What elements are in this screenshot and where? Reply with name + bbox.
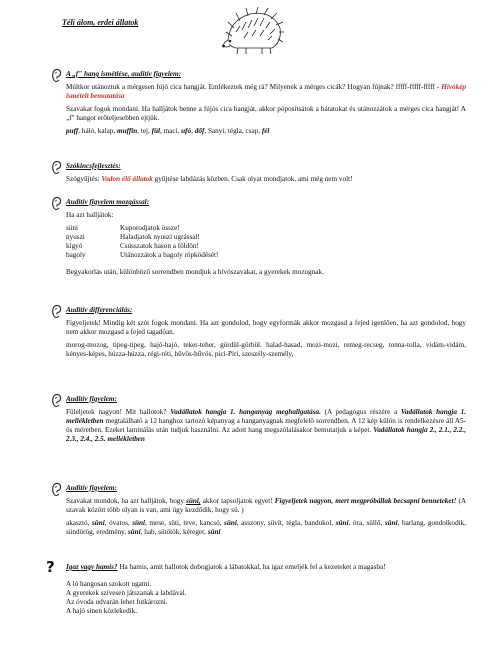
target-word: dőf (194, 127, 205, 135)
word-pair-list: morog-mozog, tipeg-tipeg, hajó-hajó, teker-teher, gördül-görbül. halad-hasad, mozi-mozi, remeg-recseg, tonna-tolla, vidám-vidám, kényes-képes, húzza-húzza, régi-réti, hűvös-hűvös, pici-Piri, szeszély-személy, (66, 341, 466, 358)
word-text: asszony (241, 519, 264, 527)
word-list: akasztó, süni, óvatos, süni, mese, süti, teve, kancsó, süni, asszony, süvít, tégla, bandukol, süni, óra, süllő, süni, barlang, gondolkodik, sündörög, eredmény, süni, hab, sütőtök, kéreget, süni (66, 519, 467, 536)
word-text: barlang (401, 519, 424, 527)
word-text: mese (149, 519, 165, 527)
word-text: , tej, (137, 127, 152, 135)
target-word: süni (224, 519, 237, 527)
word-text: gondolkodik (427, 519, 465, 527)
ear-icon (50, 68, 62, 83)
word-text: süvít (267, 519, 282, 527)
word-text: óra (352, 519, 363, 527)
ear-icon (50, 482, 62, 497)
action-table (66, 224, 466, 260)
paragraph: Ha azt halljátok: (66, 211, 114, 219)
target-word: süni (207, 528, 221, 536)
word-text: sütőtök (158, 528, 180, 536)
section-true-false (66, 563, 466, 616)
word-text: kéreget (182, 528, 205, 536)
page-title: Téli álom, erdei állatok (62, 18, 139, 27)
action-instruction: Csússzatok hason a földön! (120, 242, 199, 250)
section-movement (66, 198, 466, 277)
action-instruction: Kuporodjatok össze! (120, 224, 180, 232)
cue-word: bagoly (66, 251, 86, 259)
ear-icon (50, 196, 62, 211)
section-vocabulary (66, 162, 466, 184)
word-text: bandukol (304, 519, 332, 527)
target-word: muffin (116, 127, 138, 135)
target-word: süni (91, 519, 105, 527)
target-word: fül (151, 127, 160, 135)
paragraph: Múltkor utánoztuk a mérgesen fújó cica hangját. Emlékeztek még rá? Milyenek a mérges cicák? Hogyan fújnak? fffff-fffff-fffff - Hívókép ismételt bemutatása (66, 83, 467, 100)
paragraph: Szavakat fogok mondani. Ha halljátok benne a fújós cica hangját, akkor pöposítsátok a hátatokat és utánozzátok a mérges cica hangját! A „f" hangot erőteljesebben ejtjük. (66, 105, 466, 122)
word-text: , maci, (160, 127, 182, 135)
statement-item: A hajó sínen közlekedik. (66, 607, 138, 615)
paragraph: Igaz vagy hamis? Ha hamis, amit hallotok dobogjatok a lábatokkal, ha igaz emeljék fel a kezeteket a magasba! (66, 563, 386, 571)
paragraph: Füleljetek nagyon! Mit hallotok? Vadállatok hangja 1. hanganyag meghallgatása. (A pedagógus részére a Vadállatok hangja 1. mellékletben megtalálható a 12 hanghoz tartozó képanyag a hanganyagnak megfelelő sorrendben. A 12 kép külön is rendelkezésre áll A5-ös méretben. Ezeket laminálás után tudjuk használni. Az adott hang megszólalásakor bemutatjuk a képet. Vadállatok hangja 2., 2.1., 2.2., 2.3., 2.4., 2.5. mellékletben (66, 408, 467, 443)
section-heading: Auditív figyelem mozgással: (66, 198, 150, 206)
target-word: süni (335, 519, 349, 527)
action-instruction: Utánozzátok a bagoly röpködését! (120, 251, 219, 259)
question-mark-icon: ? (46, 558, 55, 576)
word-text: süti (168, 519, 179, 527)
target-word: puff (66, 127, 79, 135)
action-instruction: Haladjatok nyuszi ugrással! (120, 233, 200, 241)
target-word: süni (127, 528, 141, 536)
word-text: , háló, kalap, (78, 127, 117, 135)
paragraph: Szavakat mondok, ha azt halljátok, hogy süni, akkor tapsoljatok egyet! Figyeljetek nagyon, mert megpróbállak becsapni benneteket! (A szavak között több olyan is van, ami úgy kezdődik, hogy sü. ) (66, 497, 467, 514)
paragraph: Figyeljetek! Mindig két szót fogok mondani. Ha azt gondolod, hogy egyformák akkor mozgasd a fejed igenlően, ha azt gondolod, hogy nem akkor mozgasd a fejed tagadóan. (66, 319, 466, 336)
word-text: eredmény (96, 528, 125, 536)
action-row (66, 224, 466, 233)
section-differentiation (66, 306, 466, 359)
word-text: süllő (366, 519, 381, 527)
section-heading: Szókincsfejlesztés: (66, 162, 121, 170)
action-row (66, 242, 466, 251)
section-heading: Auditív figyelem: (66, 395, 117, 403)
target-word: süni (132, 519, 146, 527)
ear-icon (50, 304, 62, 319)
statement-item: A gyerekek szívesen játszanak a labdával. (66, 589, 187, 597)
word-text: sündörög (66, 528, 93, 536)
word-text: akasztó (66, 519, 88, 527)
word-text: , Sanyi, tégla, csap, (204, 127, 262, 135)
section-animal-sounds (66, 395, 466, 444)
section-f-sound (66, 70, 466, 136)
word-text: tégla (286, 519, 301, 527)
word-text: óvatos (109, 519, 128, 527)
section-suni (66, 484, 466, 537)
section-heading: A „f" hang ismétlése, auditív figyelem: (66, 70, 181, 78)
hedgehog-illustration (222, 6, 284, 58)
target-word: ufó (181, 127, 192, 135)
statement-item: Az óvoda udvarán lehet futkározni. (66, 598, 168, 606)
word-text: hab (144, 528, 155, 536)
word-list (66, 127, 466, 136)
paragraph: Begyakorlás után, különböző sorrendben mondjuk a hívószavakat, a gyerekek mozognak. (66, 268, 324, 276)
action-row (66, 251, 466, 260)
statement-list (66, 580, 466, 616)
ear-icon (50, 160, 62, 175)
section-heading: Auditív figyelem: (66, 484, 117, 492)
section-heading: Auditív differenciálás: (66, 306, 133, 314)
word-text: kancsó (199, 519, 220, 527)
statement-item: A ló hangosan szokott ugatni. (66, 580, 152, 588)
action-row (66, 233, 466, 242)
cue-word: nyuszi (66, 233, 85, 241)
cue-word: süni (66, 224, 78, 232)
cue-word: kígyó (66, 242, 83, 250)
target-word: süni (384, 519, 398, 527)
word-text: , (191, 127, 195, 135)
paragraph: Szógyűjtés: Vadon élő állatok gyűjtése labdázás közben. Csak olyat mondjatok, ami még nem volt! (66, 175, 353, 183)
target-word: fél (261, 127, 270, 135)
ear-icon (50, 393, 62, 408)
word-text: teve (183, 519, 196, 527)
